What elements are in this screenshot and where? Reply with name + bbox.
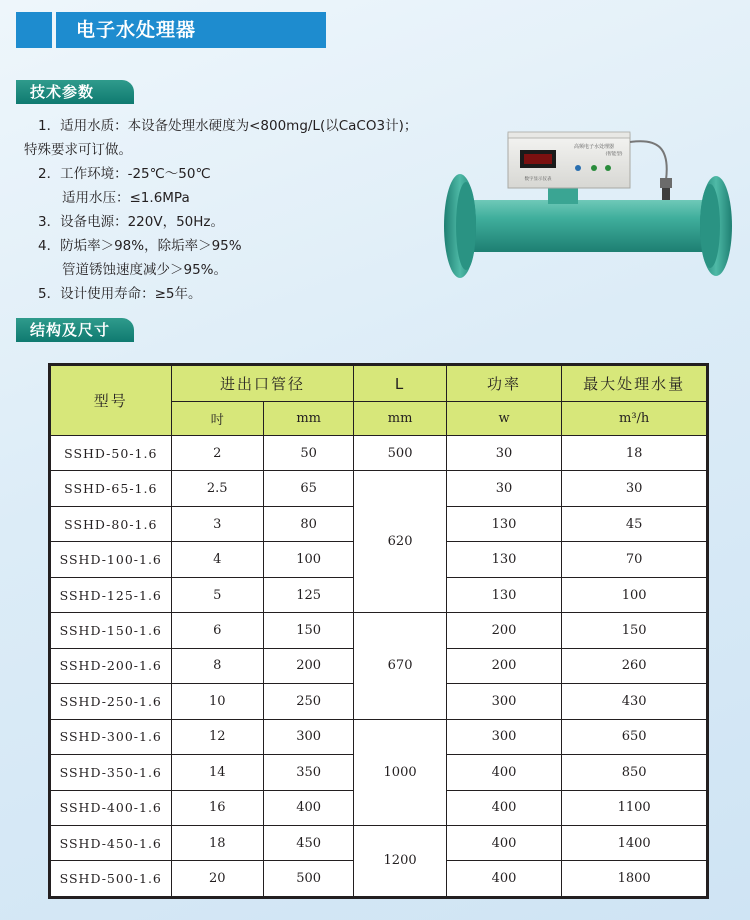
device-panel-label: 高频电子水处理器 [573,144,615,150]
cell-length: 1000 [354,719,446,825]
page-title: 电子水处理器 [76,19,197,41]
cell-mm: 80 [263,506,353,541]
cell-model: SSHD-350-1.6 [51,755,172,790]
water-processor-image [438,118,738,288]
cell-flow: 1100 [562,790,707,825]
cell-flow: 150 [562,613,707,648]
param-line: 适用水压：≤1.6MPa [62,190,190,206]
cell-inch: 10 [171,684,263,719]
cell-flow: 1400 [562,825,707,860]
title-accent-square [16,12,52,48]
cell-inch: 18 [171,825,263,860]
cell-power: 130 [446,506,562,541]
section-tag-tech: 技术参数 [16,80,134,104]
cell-power: 130 [446,577,562,612]
cell-inch: 2.5 [171,471,263,506]
cell-inch: 20 [171,861,263,897]
section-tag-structure: 结构及尺寸 [16,318,134,342]
param-line: 3．设备电源：220V，50Hz。 [38,214,225,230]
header-model: 型号 [51,366,172,436]
unit-flow: m³/h [562,402,707,436]
cell-inch: 6 [171,613,263,648]
cell-flow: 650 [562,719,707,754]
cell-flow: 45 [562,506,707,541]
cell-power: 130 [446,542,562,577]
cell-flow: 260 [562,648,707,683]
header-length: L [354,366,446,402]
table-row [51,471,707,506]
cell-model: SSHD-80-1.6 [51,506,172,541]
cell-mm: 450 [263,825,353,860]
table-row [51,613,707,648]
cell-mm: 100 [263,542,353,577]
cell-length: 670 [354,613,446,719]
spec-table-frame [48,363,709,899]
cell-inch: 12 [171,719,263,754]
param-line: 1．适用水质：本设备处理水硬度为<800mg/L(以CaCO3计)； [38,118,418,134]
cell-inch: 2 [171,436,263,471]
cell-inch: 4 [171,542,263,577]
cell-mm: 500 [263,861,353,897]
param-line: 5．设计使用寿命：≥5年。 [38,286,202,302]
unit-length: mm [354,402,446,436]
header-power: 功率 [446,366,562,402]
spec-table [50,365,707,897]
table-header-row [51,366,707,402]
param-line: 管道锈蚀速度减少＞95%。 [62,262,228,278]
title-bar [16,12,326,48]
cell-power: 30 [446,436,562,471]
cell-power: 400 [446,825,562,860]
cell-power: 400 [446,790,562,825]
cell-inch: 8 [171,648,263,683]
param-line: 4．防垢率＞98%，除垢率＞95% [38,238,242,254]
param-list [24,114,417,306]
cell-mm: 200 [263,648,353,683]
cell-mm: 250 [263,684,353,719]
cell-model: SSHD-150-1.6 [51,613,172,648]
cell-model: SSHD-500-1.6 [51,861,172,897]
cell-mm: 300 [263,719,353,754]
cell-model: SSHD-300-1.6 [51,719,172,754]
cell-flow: 30 [562,471,707,506]
table-row [51,436,707,471]
cell-flow: 430 [562,684,707,719]
cell-flow: 850 [562,755,707,790]
cell-flow: 100 [562,577,707,612]
cell-length: 1200 [354,825,446,896]
cell-mm: 400 [263,790,353,825]
cell-model: SSHD-200-1.6 [51,648,172,683]
cell-power: 30 [446,471,562,506]
cell-power: 300 [446,684,562,719]
cell-inch: 14 [171,755,263,790]
table-row [51,825,707,860]
cell-power: 400 [446,755,562,790]
device-display-label: 数字显示仪表 [524,177,552,182]
device-panel-sublabel: (智能型) [605,152,623,157]
cell-flow: 70 [562,542,707,577]
unit-inch: 吋 [171,402,263,436]
cell-inch: 3 [171,506,263,541]
cell-model: SSHD-65-1.6 [51,471,172,506]
cell-mm: 65 [263,471,353,506]
cell-power: 200 [446,648,562,683]
cell-model: SSHD-450-1.6 [51,825,172,860]
param-line: 特殊要求可订做。 [24,142,132,158]
cell-mm: 125 [263,577,353,612]
cell-mm: 50 [263,436,353,471]
header-pipe-diameter: 进出口管径 [171,366,354,402]
cell-length: 500 [354,436,446,471]
cell-power: 400 [446,861,562,897]
cell-power: 200 [446,613,562,648]
cell-power: 300 [446,719,562,754]
cell-model: SSHD-100-1.6 [51,542,172,577]
unit-power: w [446,402,562,436]
cell-length: 620 [354,471,446,613]
cell-model: SSHD-400-1.6 [51,790,172,825]
cell-model: SSHD-125-1.6 [51,577,172,612]
unit-mm: mm [263,402,353,436]
table-row [51,719,707,754]
cell-model: SSHD-50-1.6 [51,436,172,471]
cell-flow: 1800 [562,861,707,897]
cell-model: SSHD-250-1.6 [51,684,172,719]
cell-mm: 350 [263,755,353,790]
cell-flow: 18 [562,436,707,471]
cell-inch: 16 [171,790,263,825]
param-line: 2．工作环境：-25℃～50℃ [38,166,211,182]
header-max-flow: 最大处理水量 [562,366,707,402]
cell-inch: 5 [171,577,263,612]
cell-mm: 150 [263,613,353,648]
